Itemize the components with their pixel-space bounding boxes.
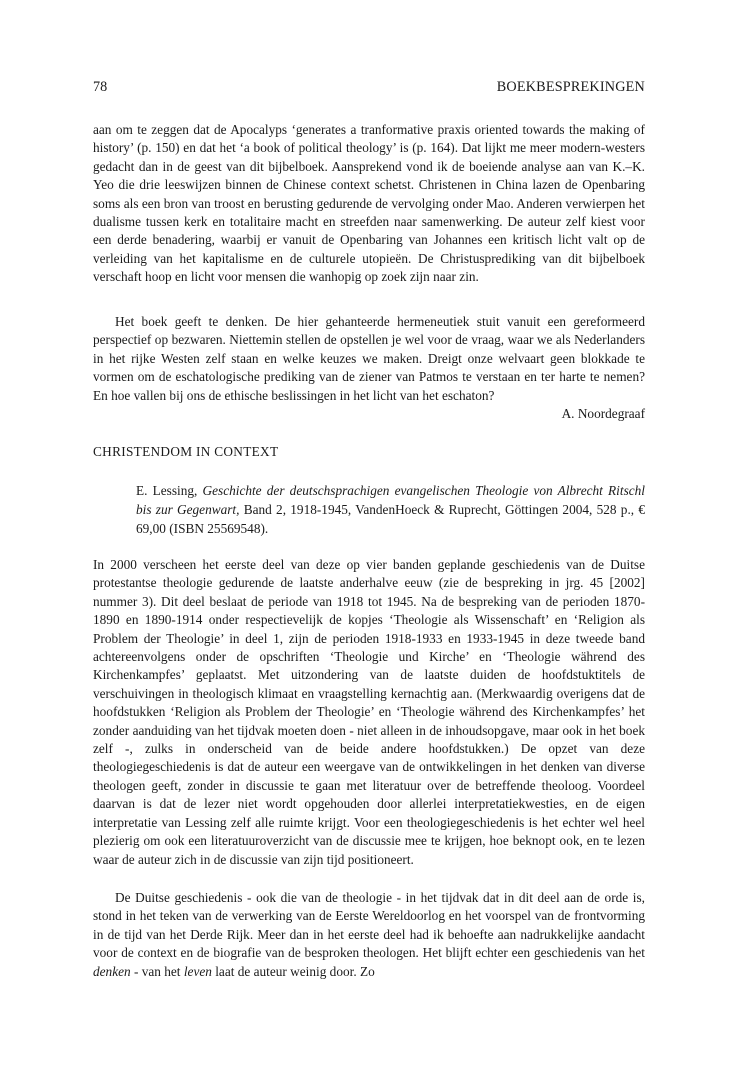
book-details: Band 2, 1918-1945, VandenHoeck & Ruprecht, Göttingen 2004, 528 p., € 69,00 (ISBN 25569548). [136,502,646,536]
page-header [93,79,645,99]
page-number: 78 [93,79,108,95]
reviewer-signature: A. Noordegraaf [561,406,645,421]
review1-paragraph-1: aan om te zeggen dat de Apocalyps ‘generates a tranformative praxis oriented towards the making of history’ (p. 150) en dat het ‘a book of political theology’ is (p. 164). Dat lijkt me meer modern-westers gedacht dan in de geest van dit bijbelboek. Aansprekend vond ik de boeiende analyse aan van K.–K. Yeo die drie leeswijzen binnen de Chinese context schetst. Christenen in China lazen de Openbaring soms als een bron van troost en berusting gedurende de vervolging onder Mao. Anderen verwierpen het dualisme tussen kerk en totalitaire macht en streefden naar samenwerking. De auteur zelf kiest voor een derde benadering, waarbij er vanuit de Openbaring van Johannes een kritisch licht valt op de verleiding van het kapitalisme en de culturele utopieën. De Christusprediking van dit bijbelboek verschaft hoop en licht voor mensen die wanhopig op zoek zijn naar zin. [93,122,645,285]
review2-paragraph-1: In 2000 verscheen het eerste deel van deze op vier banden geplande geschiedenis van de Duitse protestantse theologie gedurende de laatste anderhalve eeuw (zie de bespreking in jrg. 45 [2002] nummer 3). Dit deel beslaat de periode van 1918 tot 1945. Na de bespreking van de perioden 1870-1890 en 1890-1914 onder respectievelijk de kopjes ‘Theologie als Wissenschaft’ en ‘Religion als Problem der Theologie’ in deel 1, zijn de perioden 1918-1933 en 1933-1945 in deze tweede band achtereenvolgens onder de opschriften ‘Theologie und Kirche’ en ‘Theologie während des Kirchenkampfes’ geplaatst. Met uitzondering van de laatste duiden de hoofdstuktitels de verschuivingen in theologisch klimaat en vraagstelling kernachtig aan. (Merkwaardig overigens dat de hoofdstukken ‘Religion als Problem der Theologie’ en ‘Theologie während des Kirchenkampfes’ het zonder aanduiding van het tijdvak moeten doen - niet alleen in de inhoudsopgave, maar ook in het boek zelf -, zulks in onderscheid van de beide andere hoofdstukken.) De opzet van deze theologiegeschiedenis is dat de auteur een weergave van de ontwikkelingen in het denken van diverse theologen geeft, zonder in discussie te gaan met literatuur over de betreffende theoloog. Voordeel daarvan is dat de lezer niet wordt opgehouden door allerlei interpretatiekwesties, en de eigen interpretatie van Lessing zelf alle ruimte krijgt. Voor een theologiegeschiedenis is het echter wel heel plezierig om ook een literatuuroverzicht van de discussie mee te krijgen, hoe beknopt ook, en te lezen waar de auteur zich in de discussie van zijn tijd positioneert. [93,557,645,867]
review2-paragraph-2 [93,889,645,981]
section-heading: CHRISTENDOM IN CONTEXT [93,444,279,459]
bibliographic-entry [136,481,645,538]
book-title: Geschichte der deutschsprachigen evangelischen Theologie von Albrecht Ritschl bis zur Gegenwart, [136,483,645,517]
review2-paragraph-2-start: De Duitse geschiedenis - ook die van de theologie - in het tijdvak dat in dit deel aan de orde is, stond in het teken van de verwerking van de Eerste Wereldoorlog en het voorspel van de frontvorming in de tijd van het Derde Rijk. Meer dan in het eerste deel had ik behoefte aan nadrukkelijke aandacht voor de context en de biografie van de besproken theologen. Het blijft echter een geschiedenis van het [93,890,645,961]
review1-paragraph-2: Het boek geeft te denken. De hier gehanteerde hermeneutiek stuit vanuit een gereformeerd perspectief op bezwaren. Niettemin stellen de opstellen je wel voor de vraag, waar we als Nederlanders in het rijke Westen zelf staan en welke keuzes we maken. Dreigt onze welvaart geen blokkade te vormen om de eschatologische prediking van de ziener van Patmos te verstaan en ter harte te nemen? En hoe vallen bij ons de ethische beslissingen in het licht van het eschaton? [93,314,645,403]
emphasis-leven: leven [183,963,212,979]
review2-paragraph-2-end: laat de auteur weinig door. Zo [215,963,375,979]
running-title: BOEKBESPREKINGEN [496,79,645,95]
book-author: E. Lessing, [136,483,198,498]
emphasis-denken: denken [93,963,131,979]
review2-paragraph-2-mid: - van het [133,963,181,979]
